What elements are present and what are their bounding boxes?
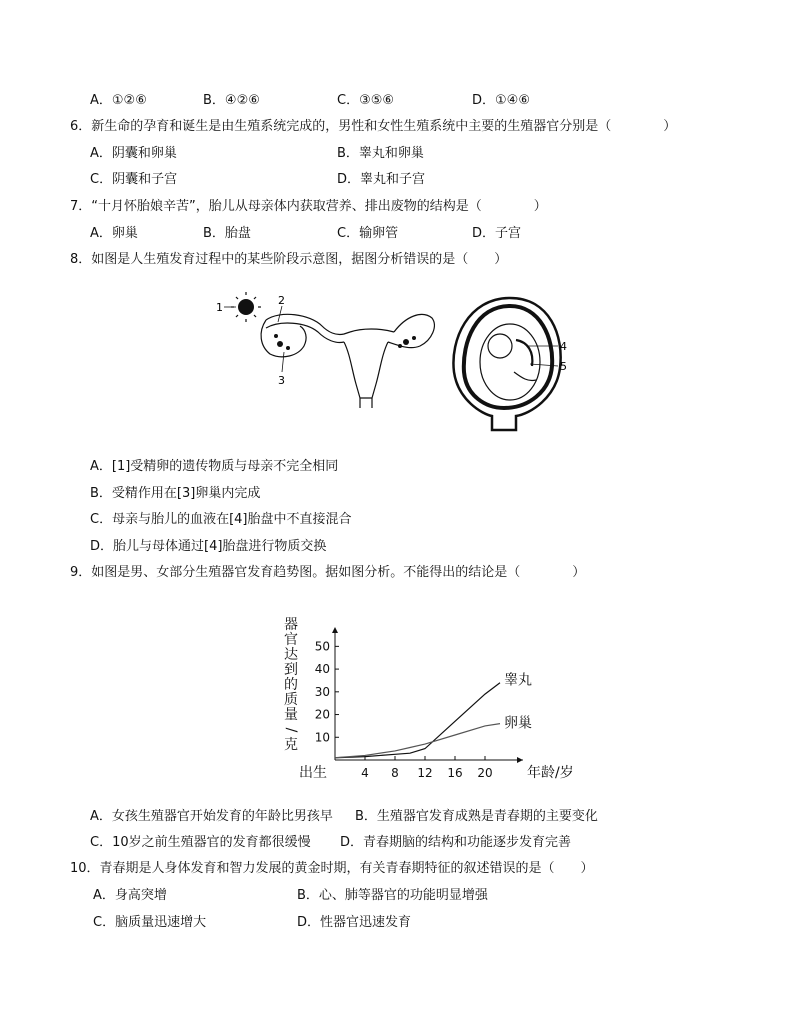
label-3: 3 (278, 374, 285, 387)
x-axis-title: 年龄/岁 (527, 765, 574, 781)
label-4: 4 (560, 340, 567, 353)
q8-option-d: D．胎儿与母体通过[4]胎盘进行物质交换 (90, 539, 327, 554)
q7-option-a: A．卵巢 (90, 226, 138, 241)
series-label-1: 卵巢 (504, 715, 532, 732)
q6-stem: 6．新生命的孕育和诞生是由生殖系统完成的，男性和女性生殖系统中主要的生殖器官分别是（ ） (70, 119, 677, 134)
y-axis-title-char: 到 (284, 662, 298, 678)
q6-option-c: C．阴囊和子宫 (90, 172, 178, 187)
q6-option-d: D．睾丸和子宫 (337, 172, 426, 187)
q7-option-d: D．子宫 (472, 226, 522, 241)
q6-option-b: B．睾丸和卵巢 (337, 146, 424, 161)
label-1: 1 (216, 301, 223, 314)
growth-chart (275, 615, 574, 785)
q10-stem: 10．青春期是人身体发育和智力发展的黄金时期，有关青春期特征的叙述错误的是（ ） (70, 861, 594, 876)
y-tick-label: 30 (314, 684, 330, 699)
y-tick-label: 20 (314, 707, 330, 722)
uterus-drawing (261, 314, 434, 408)
y-tick-label: 40 (314, 662, 330, 677)
q7-stem: 7．“十月怀胎娘辛苦”，胎儿从母亲体内获取营养、排出废物的结构是（ ） (70, 199, 547, 214)
label-2: 2 (278, 294, 285, 307)
reproduction-figure (210, 288, 590, 438)
y-axis-title-char: 达 (284, 647, 298, 663)
x-tick-label: 8 (391, 766, 399, 780)
q9-option-c: C．10岁之前生殖器官的发育都很缓慢 (90, 835, 311, 850)
y-axis-title-char: / (283, 727, 299, 733)
q10-option-b: B．心、肺等器官的功能明显增强 (297, 888, 488, 903)
y-axis-title-char: 克 (284, 737, 298, 753)
x-tick-label: 16 (447, 766, 463, 780)
y-axis-arrow (332, 627, 338, 633)
q9-option-a: A．女孩生殖器官开始发育的年龄比男孩早 (90, 809, 333, 824)
y-axis-title-char: 官 (284, 632, 298, 648)
x-tick-label: 出生 (299, 765, 327, 781)
q8-option-c: C．母亲与胎儿的血液在[4]胎盘中不直接混合 (90, 512, 352, 527)
q9-option-b: B．生殖器官发育成熟是青春期的主要变化 (355, 809, 598, 824)
fetus-drawing (453, 298, 560, 430)
q5-option-c: C．③⑤⑥ (337, 93, 395, 108)
q5-option-d: D．①④⑥ (472, 93, 530, 108)
x-tick-label: 20 (477, 766, 493, 780)
q10-option-c: C．脑质量迅速增大 (93, 915, 207, 930)
q8-option-b: B．受精作用在[3]卵巢内完成 (90, 486, 261, 501)
q7-option-b: B．胎盘 (203, 226, 251, 241)
y-axis-title-char: 量 (284, 707, 298, 723)
y-axis-title-char: 的 (284, 677, 298, 693)
q10-option-d: D．性器官迅速发育 (297, 915, 412, 930)
q5-option-b: B．④②⑥ (203, 93, 260, 108)
x-tick-label: 12 (417, 766, 433, 780)
q8-option-a: A．[1]受精卵的遗传物质与母亲不完全相同 (90, 459, 339, 474)
q8-stem: 8．如图是人生殖发育过程中的某些阶段示意图，据图分析错误的是（ ） (70, 252, 508, 267)
q9-stem: 9．如图是男、女部分生殖器官发育趋势图。据如图分析。不能得出的结论是（ ） (70, 565, 586, 580)
q10-option-a: A．身高突增 (93, 888, 167, 903)
series-line-0 (335, 683, 500, 758)
x-axis-arrow (517, 757, 523, 763)
label-5: 5 (560, 360, 567, 373)
y-tick-label: 50 (314, 639, 330, 654)
q5-option-a: A．①②⑥ (90, 93, 147, 108)
series-line-1 (335, 724, 500, 758)
q7-option-c: C．输卵管 (337, 226, 399, 241)
q6-option-a: A．阴囊和卵巢 (90, 146, 177, 161)
y-tick-label: 10 (314, 730, 330, 745)
series-label-0: 睾丸 (504, 672, 532, 689)
q9-option-d: D．青春期脑的结构和功能逐步发育完善 (340, 835, 572, 850)
x-tick-label: 4 (361, 766, 369, 780)
y-axis-title-char: 质 (284, 692, 298, 708)
y-axis-title-char: 器 (284, 617, 298, 633)
